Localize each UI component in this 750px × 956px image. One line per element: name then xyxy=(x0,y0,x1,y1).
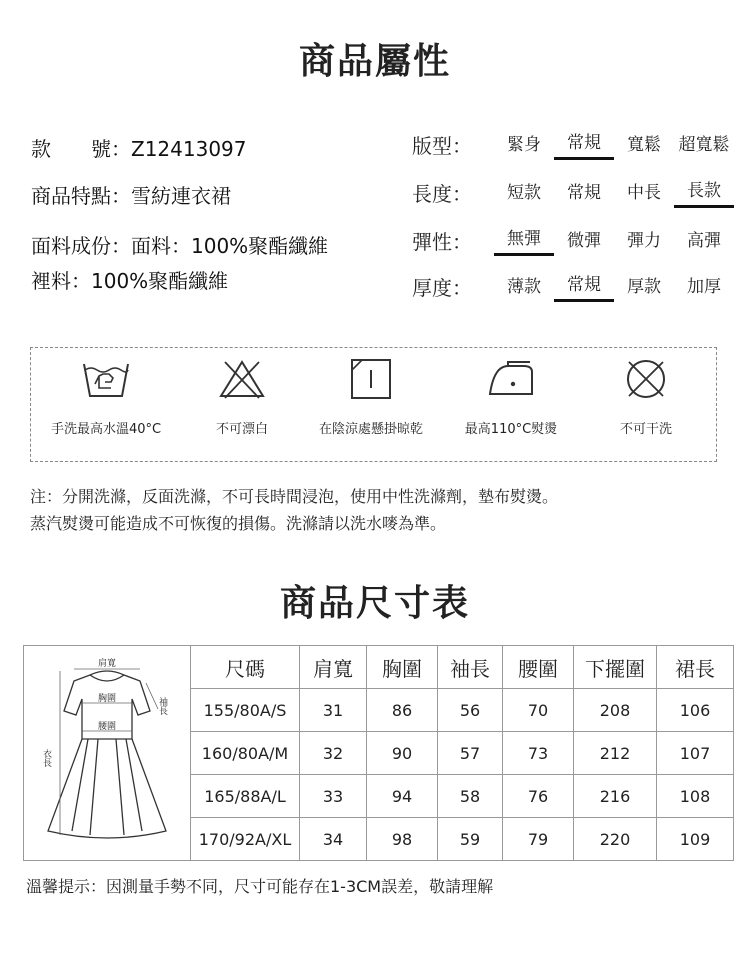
size-chart-title: 商品尺寸表 xyxy=(279,583,470,624)
option-row-label: 厚度： xyxy=(412,275,472,300)
table-cell: 98 xyxy=(367,818,438,861)
option-row xyxy=(412,176,734,208)
table-cell: 58 xyxy=(438,775,503,818)
care-label: 在陰涼處懸掛晾乾 xyxy=(318,422,423,437)
care-item xyxy=(177,358,307,437)
table-cell: 165/88A/L xyxy=(191,775,300,818)
option-row xyxy=(412,128,734,160)
care-label: 最高110°C熨燙 xyxy=(464,422,558,437)
table-cell: 220 xyxy=(574,818,657,861)
option-row-label: 版型： xyxy=(412,133,472,158)
table-cell: 56 xyxy=(438,689,503,732)
header-waist: 腰圍 xyxy=(503,646,574,689)
option-item: 加厚 xyxy=(687,276,721,297)
table-cell: 33 xyxy=(300,775,367,818)
care-item xyxy=(41,358,171,437)
product-code-value: Z12413097 xyxy=(131,137,247,161)
option-item: 超寬鬆 xyxy=(678,134,730,155)
option-selected: 常規 xyxy=(554,270,614,302)
drip-dry-shade-icon xyxy=(346,358,396,400)
table-cell: 34 xyxy=(300,818,367,861)
table-cell: 73 xyxy=(503,732,574,775)
hand-wash-icon xyxy=(81,358,131,400)
care-label: 不可漂白 xyxy=(215,422,268,437)
table-cell: 90 xyxy=(367,732,438,775)
option-item: 中長 xyxy=(627,182,661,203)
care-item xyxy=(306,358,436,437)
option-item: 寬鬆 xyxy=(627,134,661,155)
table-cell: 108 xyxy=(657,775,734,818)
table-cell: 107 xyxy=(657,732,734,775)
table-cell: 57 xyxy=(438,732,503,775)
option-selected: 長款 xyxy=(674,176,734,208)
option-item: 厚款 xyxy=(627,276,661,297)
waist-label: 腰圍 xyxy=(97,722,117,732)
care-note-line1: 注：分開洗滌，反面洗滌，不可長時間浸泡，使用中性洗滌劑，墊布熨燙。 xyxy=(30,487,559,506)
dress-diagram-cell xyxy=(24,646,191,861)
header-size: 尺碼 xyxy=(191,646,300,689)
table-cell: 31 xyxy=(300,689,367,732)
option-selected: 常規 xyxy=(554,128,614,160)
lining-composition: 裡料：100%聚酯纖維 xyxy=(31,269,229,293)
product-code-label: 款 號： xyxy=(31,137,131,161)
option-item: 緊身 xyxy=(507,134,541,155)
care-instructions-box xyxy=(30,347,717,462)
option-item: 微彈 xyxy=(567,230,601,251)
option-item: 短款 xyxy=(507,182,541,203)
option-item: 薄款 xyxy=(507,276,541,297)
care-item xyxy=(446,358,576,437)
care-item xyxy=(581,358,711,437)
product-code xyxy=(31,133,247,162)
shoulder-label: 肩寬 xyxy=(97,659,117,669)
table-cell: 86 xyxy=(367,689,438,732)
option-item: 常規 xyxy=(567,182,601,203)
dress-measurement-diagram xyxy=(24,653,190,849)
option-row xyxy=(412,270,734,302)
header-dress-length: 裙長 xyxy=(657,646,734,689)
option-selected: 無彈 xyxy=(494,224,554,256)
measurement-tip: 溫馨提示：因測量手勢不同，尺寸可能存在1-3CM誤差，敬請理解 xyxy=(26,877,494,896)
table-cell: 170/92A/XL xyxy=(191,818,300,861)
table-cell: 212 xyxy=(574,732,657,775)
attributes-title: 商品屬性 xyxy=(298,41,451,82)
table-cell: 79 xyxy=(503,818,574,861)
option-row-label: 長度： xyxy=(412,181,472,206)
option-row xyxy=(412,224,734,256)
chest-label: 胸圍 xyxy=(97,694,117,704)
header-shoulder: 肩寬 xyxy=(300,646,367,689)
table-cell: 70 xyxy=(503,689,574,732)
table-cell: 106 xyxy=(657,689,734,732)
table-cell: 76 xyxy=(503,775,574,818)
no-dry-clean-icon xyxy=(621,358,671,400)
header-sleeve: 袖長 xyxy=(438,646,503,689)
table-cell: 216 xyxy=(574,775,657,818)
care-label: 不可干洗 xyxy=(619,422,672,437)
size-table xyxy=(23,645,734,861)
iron-110-icon xyxy=(486,358,536,400)
header-chest: 胸圍 xyxy=(367,646,438,689)
care-note-line2: 蒸汽熨燙可能造成不可恢復的損傷。洗滌請以洗水嘜為準。 xyxy=(30,514,447,533)
table-cell: 32 xyxy=(300,732,367,775)
no-bleach-icon xyxy=(217,358,267,400)
table-cell: 109 xyxy=(657,818,734,861)
table-cell: 160/80A/M xyxy=(191,732,300,775)
table-cell: 94 xyxy=(367,775,438,818)
table-cell: 208 xyxy=(574,689,657,732)
care-label: 手洗最高水溫40°C xyxy=(50,422,162,437)
table-cell: 155/80A/S xyxy=(191,689,300,732)
option-item: 高彈 xyxy=(687,230,721,251)
option-item: 彈力 xyxy=(627,230,661,251)
fabric-composition: 面料成份：面料：100%聚酯纖維 xyxy=(31,234,329,258)
header-hem: 下擺圍 xyxy=(574,646,657,689)
option-row-label: 彈性： xyxy=(412,229,472,254)
table-cell: 59 xyxy=(438,818,503,861)
product-feature: 商品特點：雪紡連衣裙 xyxy=(31,184,231,208)
length-label: 衣長 xyxy=(41,749,51,767)
sleeve-label: 袖長 xyxy=(157,697,167,715)
